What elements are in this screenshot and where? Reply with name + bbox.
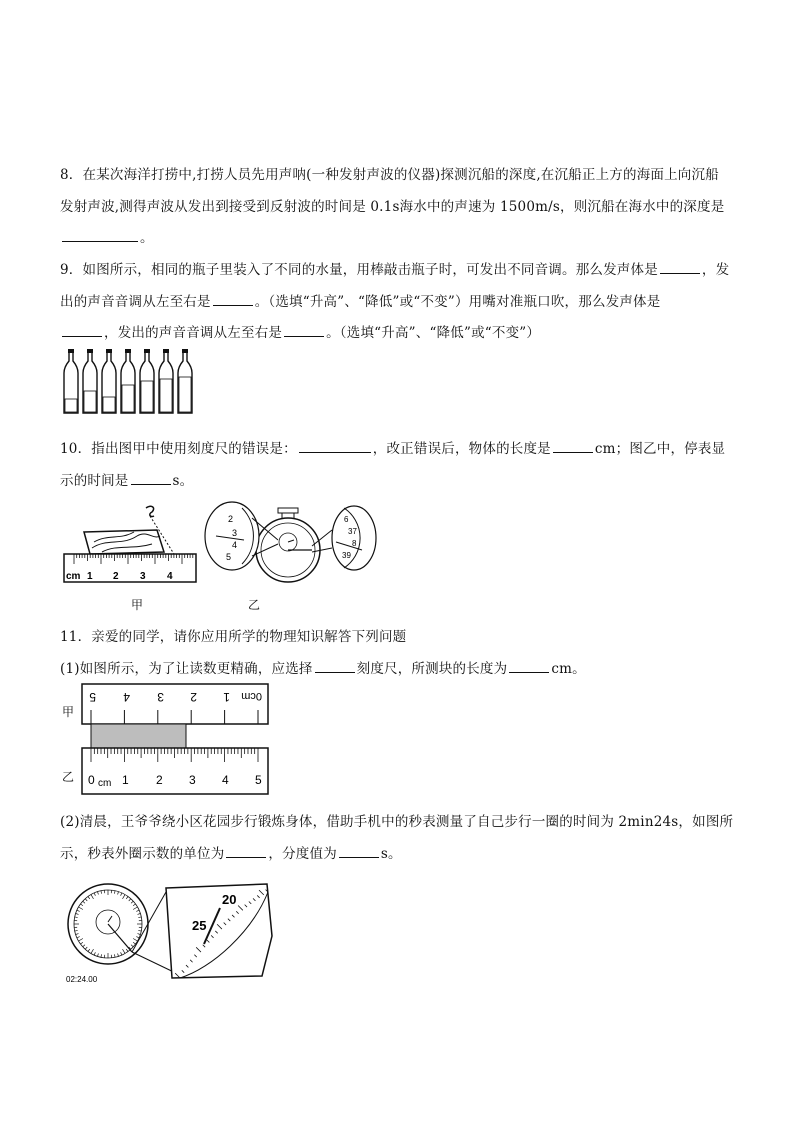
ruler-tick-label: 2	[113, 571, 119, 582]
stopwatch-body	[256, 508, 320, 582]
answer-blank[interactable]	[315, 671, 355, 673]
q9-line-1	[60, 258, 729, 278]
q11-text-2b: ，分度值为	[268, 846, 337, 862]
q9-text-2b: 。（选填“升高”、“降低”或“不变”）用嘴对准瓶口吹，那么发声体是	[254, 294, 661, 310]
dial-label: 6	[344, 515, 349, 524]
ruler-label-yi: 乙	[62, 770, 75, 784]
dial-label: 2	[228, 514, 234, 524]
water-level	[122, 385, 134, 412]
answer-blank[interactable]	[299, 451, 371, 453]
answer-blank[interactable]	[62, 240, 138, 242]
eye-icon	[146, 506, 154, 516]
ruler-tick-label: 1	[87, 571, 93, 582]
water-level	[160, 379, 172, 412]
bottle-icon	[178, 349, 192, 413]
q10-text-1c: cm；图乙中，停表显	[594, 441, 726, 457]
q11-text-1c: cm。	[551, 661, 586, 677]
ruler-jia	[82, 684, 268, 724]
phone-stopwatch-figure	[62, 882, 276, 988]
water-level	[65, 399, 77, 412]
zoom-panel	[166, 884, 272, 978]
dial-label: 3	[232, 528, 238, 538]
q11-text-2c: s。	[380, 846, 402, 862]
q8-period: 。	[140, 230, 154, 246]
q9-text-3a: ，发出的声音音调从左至右是	[104, 325, 283, 341]
wood-block	[84, 530, 164, 554]
water-level	[103, 397, 115, 412]
q11-text-1a: (1)如图所示，为了让读数更精确，应选择	[60, 661, 313, 677]
q9-text-1b: ，发	[701, 262, 730, 278]
answer-blank[interactable]	[339, 856, 379, 858]
answer-blank[interactable]	[131, 483, 171, 485]
q9-line-3	[60, 321, 540, 341]
caption-jia: 甲	[131, 598, 144, 612]
q9-text-3b: 。（选填“升高”、“降低”或“不变”）	[326, 325, 541, 341]
stopwatch-dial	[68, 884, 148, 964]
two-rulers-figure	[78, 682, 272, 798]
q10-line-2	[60, 469, 193, 489]
ruler-label-jia: 甲	[62, 705, 75, 719]
q11-part1	[60, 657, 586, 677]
ruler-tick-label: 3	[140, 571, 146, 582]
q9-text-1a: 9．如图所示，相同的瓶子里装入了不同的水量，用棒敲击瓶子时，可发出不同音调。那么发声体是	[60, 262, 658, 278]
dial-label: 4	[232, 540, 238, 550]
bottle-icon	[83, 349, 97, 413]
answer-blank[interactable]	[509, 671, 549, 673]
q11-text-2a: 示，秒表外圈示数的单位为	[60, 846, 225, 862]
answer-blank[interactable]	[553, 451, 593, 453]
q10-text-2b: s。	[172, 473, 194, 489]
dial-label: 5	[226, 552, 232, 562]
q10-text-1b: ，改正错误后，物体的长度是	[372, 441, 551, 457]
q8-line-1: 8．在某次海洋打捞中,打捞人员先用声呐(一种发射声波的仪器)探测沉船的深度,在沉船正上方的海面上向沉船	[60, 167, 719, 183]
answer-blank[interactable]	[213, 304, 253, 306]
ruler-unit: cm	[66, 571, 81, 582]
q8-line-3	[60, 226, 154, 246]
q11-part2-line-2	[60, 842, 402, 862]
q11-part2-line-1: (2)清晨，王爷爷绕小区花园步行锻炼身体，借助手机中的秒表测量了自己步行一圈的时间为 2min24s，如图所	[60, 814, 734, 830]
dial-label: 8	[352, 539, 357, 548]
zoom-label: 25	[192, 918, 207, 933]
ruler-yi-unit: cm	[98, 778, 112, 789]
ruler-jia-label: 3	[157, 690, 164, 704]
ruler-body	[64, 554, 196, 582]
bottle-icon	[64, 349, 78, 413]
dial-label: 39	[342, 551, 351, 560]
q11-title: 11．亲爱的同学，请你应用所学的物理知识解答下列问题	[60, 629, 407, 645]
bottle-icon	[121, 349, 135, 413]
ruler-jia-label: 5	[89, 690, 96, 704]
dial-label: 37	[348, 527, 357, 536]
bottle-icon	[102, 349, 116, 413]
answer-blank[interactable]	[62, 335, 102, 337]
ruler-yi-label: 4	[222, 773, 229, 787]
ruler-yi-label: 5	[255, 773, 262, 787]
ruler-jia-label: 2	[190, 690, 197, 704]
zoom-label: 20	[222, 892, 237, 907]
ruler-jia-label: 0cm	[241, 690, 262, 702]
ruler-jia-label: 4	[123, 690, 130, 704]
bottle-icon	[159, 349, 173, 413]
ruler-yi-label: 3	[189, 773, 196, 787]
stopwatch-readout: 02:24.00	[66, 975, 98, 984]
q11-text-1b: 刻度尺，所测块的长度为	[356, 661, 508, 677]
measured-block	[91, 724, 186, 748]
q8-line-2: 发射声波,测得声波从发出到接受到反射波的时间是 0.1s海水中的声速为 1500m/s，则沉船在海水中的深度是	[60, 199, 725, 215]
bottles-figure	[60, 345, 200, 417]
stopwatch-figure	[204, 500, 380, 590]
ruler-jia-label: 1	[223, 690, 230, 704]
ruler-yi-label: 0	[88, 773, 95, 787]
answer-blank[interactable]	[284, 335, 324, 337]
ruler-yi-label: 2	[156, 773, 163, 787]
answer-blank[interactable]	[226, 856, 266, 858]
zoom-right	[312, 506, 376, 570]
water-level	[84, 391, 96, 412]
bottle-icon	[140, 349, 154, 413]
water-level	[179, 377, 191, 412]
ruler-yi-label: 1	[122, 773, 129, 787]
q10-line-1	[60, 437, 725, 457]
water-level	[141, 381, 153, 412]
q9-text-2a: 出的声音音调从左至右是	[60, 294, 211, 310]
q9-line-2	[60, 290, 660, 310]
q10-text-2a: 示的时间是	[60, 473, 129, 489]
ruler-tick-label: 4	[167, 571, 173, 582]
caption-yi: 乙	[248, 598, 261, 612]
q10-text-1a: 10．指出图甲中使用刻度尺的错误是：	[60, 441, 297, 457]
ruler-figure-a	[62, 500, 202, 592]
answer-blank[interactable]	[660, 272, 700, 274]
